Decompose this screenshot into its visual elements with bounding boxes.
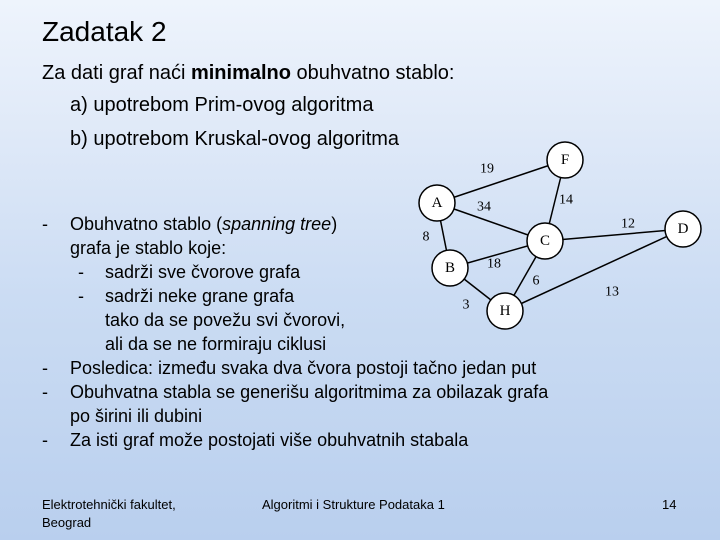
weight-a-f: 19 xyxy=(480,161,494,177)
footer-institution-line-2: Beograd xyxy=(42,515,92,530)
weight-b-h: 3 xyxy=(462,297,470,313)
option-b: b) upotrebom Kruskal-ovog algoritma xyxy=(70,128,400,150)
bullet-2: Posledica: između svaka dva čvora postoji tačno jedan put xyxy=(70,358,537,378)
bullet-4: Za isti graf može postojati više obuhvatnih stabala xyxy=(70,430,469,450)
sub-bullet-2-cont-1: tako da se povežu svi čvorovi, xyxy=(105,310,346,330)
node-label-a: A xyxy=(431,195,443,211)
bullet-1-line-2: grafa je stablo koje: xyxy=(70,238,227,258)
weight-a-c: 34 xyxy=(477,199,491,215)
footer-institution xyxy=(42,496,176,532)
node-label-f: F xyxy=(560,152,570,168)
sub-bullet-2: sadrži neke grane grafa xyxy=(105,286,295,306)
intro-pre: Za dati graf naći xyxy=(42,62,191,84)
option-a: a) upotrebom Prim-ovog algoritma xyxy=(70,94,374,116)
footer-page-number: 14 xyxy=(662,497,677,512)
node-label-h: H xyxy=(499,303,511,319)
intro-bold: minimalno xyxy=(190,62,291,84)
weight-b-c: 18 xyxy=(487,256,501,272)
edge-a-f xyxy=(437,160,565,203)
bullet-dash-2: - xyxy=(42,358,48,378)
node-label-d: D xyxy=(677,221,689,237)
bullet-dash-3: - xyxy=(42,382,48,402)
sub-dash-2: - xyxy=(78,286,84,306)
node-label-b: B xyxy=(444,260,456,276)
sub-dash-1: - xyxy=(78,262,84,282)
bullet-dash-4: - xyxy=(42,430,48,450)
bullet-dash-1: - xyxy=(42,214,48,234)
b1-pre: Obuhvatno stablo ( xyxy=(70,214,223,234)
b1-italic: spanning tree xyxy=(222,214,332,234)
footer-institution-line-1: Elektrotehnički fakultet, xyxy=(42,497,176,512)
graph-nodes xyxy=(419,142,701,329)
weight-c-h: 6 xyxy=(532,273,540,289)
b1-post: ) xyxy=(331,214,338,234)
footer-course: Algoritmi i Strukture Podataka 1 xyxy=(262,497,445,512)
sub-bullet-1: sadrži sve čvorove grafa xyxy=(105,262,301,282)
weight-c-d: 12 xyxy=(621,216,635,232)
weight-a-b: 8 xyxy=(422,229,430,245)
bullet-3-line-1: Obuhvatna stabla se generišu algoritmima za obilazak grafa xyxy=(70,382,549,402)
slide-title: Zadatak 2 xyxy=(42,16,167,47)
weight-f-c: 14 xyxy=(559,192,573,208)
node-label-c: C xyxy=(539,233,551,249)
weight-h-d: 13 xyxy=(605,284,619,300)
sub-bullet-2-cont-2: ali da se ne formiraju ciklusi xyxy=(105,334,327,354)
intro-post: obuhvatno stablo: xyxy=(290,62,455,84)
bullet-3-line-2: po širini ili dubini xyxy=(70,406,203,426)
